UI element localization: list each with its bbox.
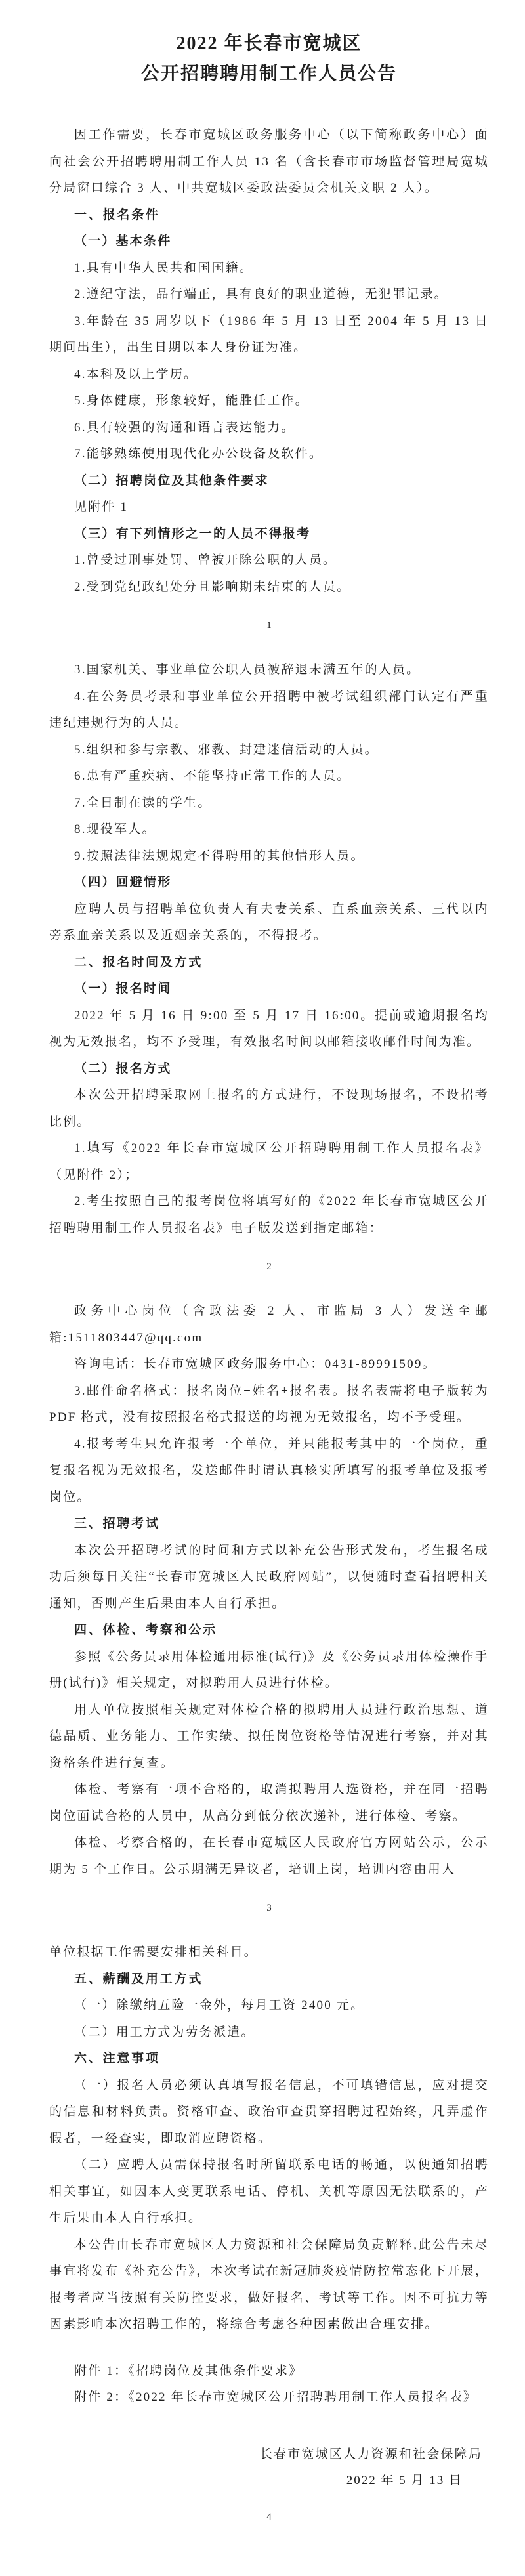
doc-paragraph: 7.全日制在读的学生。: [74, 795, 212, 810]
doc-paragraph: 政务中心岗位（含政法委 2 人、市监局 3 人）发送至邮箱:1511803447@qq.com: [49, 1304, 489, 1345]
issuer-signature: 长春市宽城区人力资源和社会保障局: [259, 2447, 482, 2461]
doc-paragraph: 3.国家机关、事业单位公职人员被辞退未满五年的人员。: [74, 663, 421, 677]
doc-paragraph: 4.在公务员考录和事业单位公开招聘中被考试组织部门认定有严重违纪违规行为的人员。: [49, 689, 489, 730]
doc-paragraph: 体检、考察合格的，在长春市宽城区人民政府官方网站公示，公示期为 5 个工作日。公示期满无异议者，培训上岗，培训内容由用人: [49, 1836, 489, 1876]
sub-heading: （二）招聘岗位及其他条件要求: [74, 473, 269, 488]
doc-paragraph: 因工作需要，长春市宽城区政务服务中心（以下简称政务中心）面向社会公开招聘聘用制工作人员 13 名（含长春市市场监督管理局宽城分局窗口综合 3 人、中共宽城区委政法委员会机关文职 2 人）。: [49, 128, 489, 195]
doc-paragraph: 体检、考察有一项不合格的，取消拟聘用人选资格，并在同一招聘岗位面试合格的人员中，从高分到低分依次递补，进行体检、考察。: [49, 1783, 489, 1823]
page-number: 4: [266, 2511, 272, 2522]
page-number: 2: [266, 1261, 272, 1272]
doc-paragraph: 4.报考考生只允许报考一个单位，并只能报考其中的一个岗位，重复报名视为无效报名，发送邮件时请认真核实所填写的报考单位及报考岗位。: [49, 1437, 489, 1504]
doc-paragraph: 2.考生按照自己的报考岗位将填写好的《2022 年长春市宽城区公开招聘聘用制工作人员报名表》电子版发送到指定邮箱：: [49, 1194, 489, 1235]
doc-title-line-1: 2022 年长春市宽城区: [176, 33, 362, 54]
doc-title: [49, 29, 489, 89]
doc-paragraph: 6.患有严重疾病、不能坚持正常工作的人员。: [74, 769, 351, 783]
doc-paragraph: 见附件 1: [74, 500, 129, 514]
sub-heading: （四）回避情形: [74, 876, 172, 889]
doc-paragraph: （二）用工方式为劳务派遣。: [74, 2025, 255, 2039]
doc-paragraph: 6.具有较强的沟通和语言表达能力。: [74, 420, 295, 434]
doc-paragraph: 8.现役军人。: [74, 822, 156, 836]
paragraph-continuation: 单位根据工作需要安排相关科目。: [49, 1945, 259, 1959]
doc-paragraph: 2022 年 5 月 16 日 9:00 至 5 月 17 日 16:00。提前或逾期报名均视为无效报名，均不予受理，有效报名时间以邮箱接收邮件时间为准。: [49, 1008, 489, 1049]
sub-heading: （二）报名方式: [74, 1061, 172, 1076]
doc-paragraph: 参照《公务员录用体检通用标准(试行)》及《公务员录用体检操作手册(试行)》相关规定，对拟聘用人员进行体检。: [49, 1649, 489, 1690]
doc-paragraph: 咨询电话：长春市宽城区政务服务中心：0431-89991509。: [74, 1357, 436, 1371]
doc-paragraph: 用人单位按照相关规定对体检合格的拟聘用人员进行政治思想、道德品质、业务能力、工作实绩、拟任岗位资格等情况进行考察，并对其资格条件进行复查。: [49, 1702, 489, 1770]
doc-paragraph: 本公告由长春市宽城区人力资源和社会保障局负责解释,此公告未尽事宜将发布《补充公告》，本次考试在新冠肺炎疫情防控常态化下开展，报考者应当按照有关防控要求，做好报名、考试等工作。因不可抗力等因素影响本次招聘工作的，将综合考虑各种因素做出合理安排。: [49, 2237, 489, 2331]
doc-paragraph: 2.受到党纪政纪处分且影响期未结束的人员。: [74, 580, 351, 594]
doc-paragraph: 7.能够熟练使用现代化办公设备及软件。: [74, 447, 324, 461]
section-heading: 六、注意事项: [74, 2052, 160, 2065]
section-heading: 一、报名条件: [74, 207, 160, 222]
doc-paragraph: （一）除缴纳五险一金外，每月工资 2400 元。: [74, 1998, 365, 2012]
section-heading: 二、报名时间及方式: [74, 955, 203, 969]
sub-heading: （一）基本条件: [74, 234, 172, 248]
doc-paragraph: 本次公开招聘考试的时间和方式以补充公告形式发布，考生报名成功后须每日关注“长春市宽城区人民政府网站”，以便随时查看招聘相关通知，否则产生后果由本人自行承担。: [49, 1543, 489, 1611]
section-heading: 五、薪酬及用工方式: [74, 1972, 203, 1986]
doc-paragraph: 1.曾受过刑事处罚、曾被开除公职的人员。: [74, 553, 337, 567]
doc-paragraph: 1.具有中华人民共和国国籍。: [74, 261, 254, 275]
page-number: 1: [266, 620, 272, 631]
section-heading: 四、体检、考察和公示: [74, 1623, 218, 1637]
issue-date: 2022 年 5 月 13 日: [346, 2474, 463, 2487]
doc-paragraph: （二）应聘人员需保持报名时所留联系电话的畅通，以便通知招聘相关事宜，如因本人变更联系电话、停机、关机等原因无法联系的，产生后果由本人自行承担。: [49, 2158, 489, 2225]
doc-paragraph: 2.遵纪守法，品行端正，具有良好的职业道德，无犯罪记录。: [74, 287, 448, 301]
doc-paragraph: 1.填写《2022 年长春市宽城区公开招聘聘用制工作人员报名表》（见附件 2）；: [49, 1141, 489, 1182]
doc-paragraph: 5.身体健康，形象较好，能胜任工作。: [74, 394, 309, 408]
doc-title-line-2: 公开招聘聘用制工作人员公告: [140, 64, 397, 84]
section-heading: 三、招聘考试: [74, 1517, 160, 1531]
sub-heading: （三）有下列情形之一的人员不得报考: [74, 526, 311, 541]
doc-paragraph: 应聘人员与招聘单位负责人有夫妻关系、直系血亲关系、三代以内旁系血亲关系以及近姻亲关系的，不得报考。: [49, 902, 489, 942]
page-number: 3: [266, 1903, 272, 1913]
doc-paragraph: 5.组织和参与宗教、邪教、封建迷信活动的人员。: [74, 742, 379, 757]
doc-paragraph: 9.按照法律法规规定不得聘用的其他情形人员。: [74, 849, 365, 863]
sub-heading: （一）报名时间: [74, 982, 172, 996]
doc-paragraph: 4.本科及以上学历。: [74, 367, 198, 381]
attachment-line: 附件 1：《招聘岗位及其他条件要求》: [74, 2363, 303, 2378]
doc-paragraph: 本次公开招聘采取网上报名的方式进行，不设现场报名，不设招考比例。: [49, 1088, 489, 1129]
document-body: [49, 122, 489, 2411]
attachment-line: 附件 2：《2022 年长春市宽城区公开招聘聘用制工作人员报名表》: [74, 2390, 478, 2404]
doc-paragraph: （一）报名人员必须认真填写报名信息，不可填错信息，应对提交的信息和材料负责。资格审查、政治审查贯穿招聘过程始终，凡弄虚作假者，一经查实，即取消应聘资格。: [49, 2078, 489, 2145]
doc-paragraph: 3.年龄在 35 周岁以下（1986 年 5 月 13 日至 2004 年 5 月 13 日期间出生），出生日期以本人身份证为准。: [49, 314, 489, 354]
doc-paragraph: 3.邮件命名格式：报名岗位+姓名+报名表。报名表需将电子版转为 PDF 格式，没有按照报名格式报送的均视为无效报名，均不予受理。: [49, 1383, 489, 1424]
